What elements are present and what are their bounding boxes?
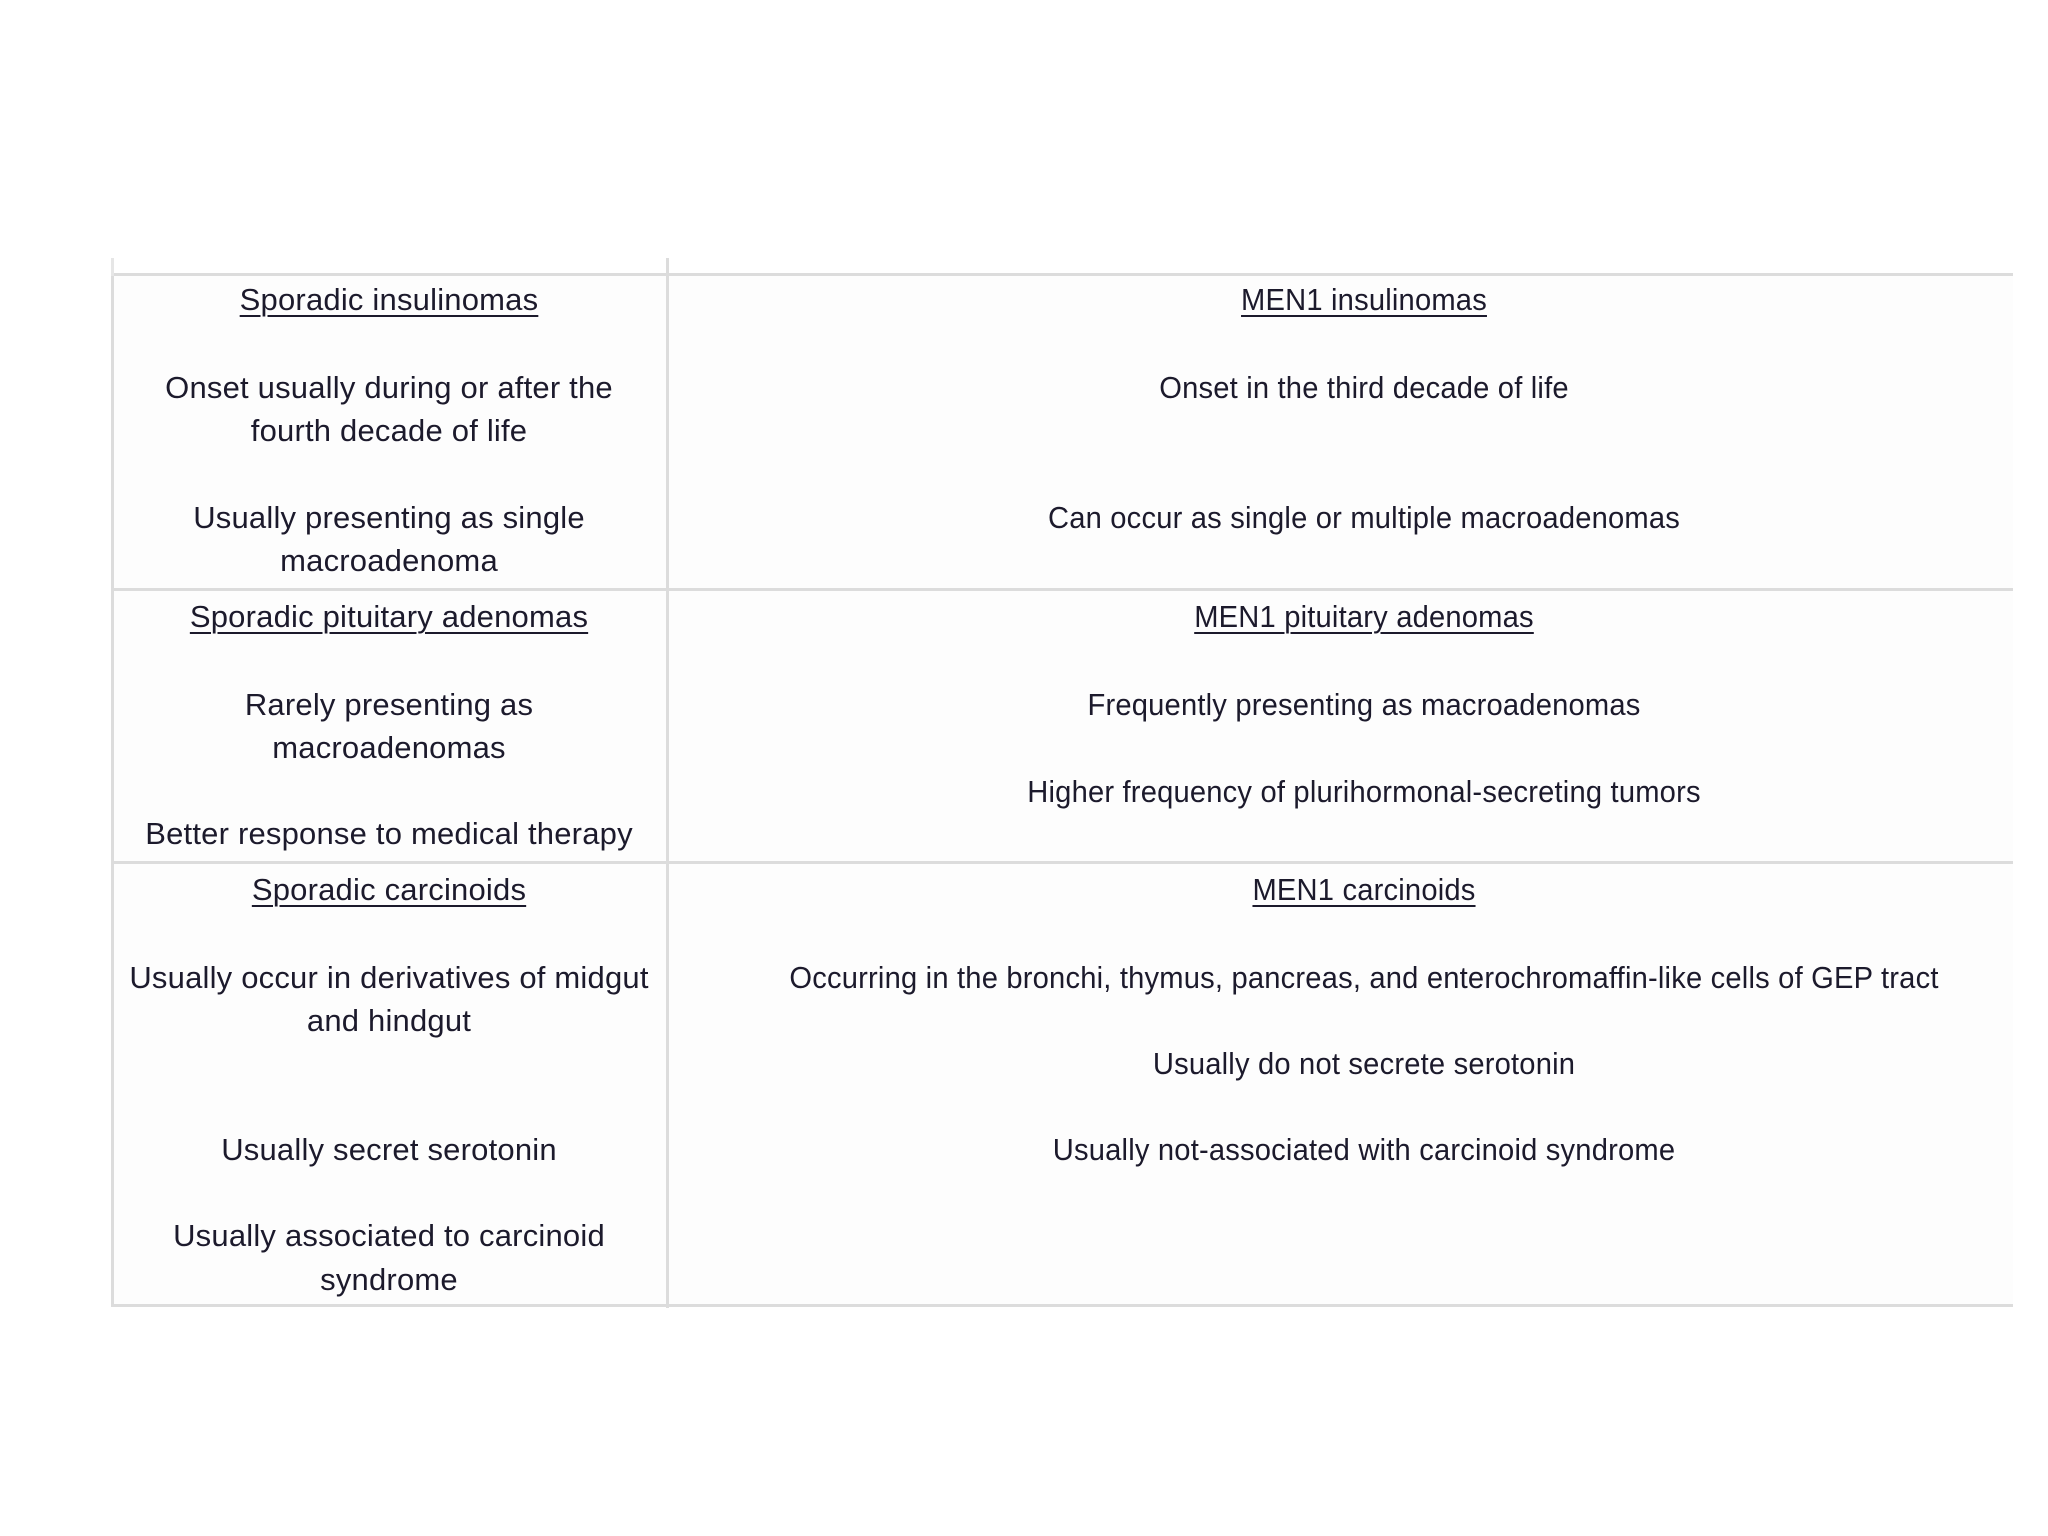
row-divider-2 [111, 861, 2013, 864]
cell-text: Onset usually during or after the [165, 370, 613, 405]
men1-pituitary-heading: MEN1 pituitary adenomas [1194, 599, 1534, 634]
cell-text: Occurring in the bronchi, thymus, pancreas, and enterochromaffin-like cells of GEP tract [789, 960, 1939, 995]
cell-text: macroadenoma [280, 543, 498, 578]
cell-text: syndrome [320, 1262, 458, 1297]
cell-text: Higher frequency of plurihormonal-secreting tumors [1027, 774, 1701, 809]
cell-text: Rarely presenting as [244, 687, 534, 722]
cell-text: macroadenomas [272, 730, 506, 765]
sporadic-insulinomas-heading: Sporadic insulinomas [239, 282, 539, 317]
cell-text: Usually not-associated with carcinoid syndrome [1052, 1132, 1676, 1167]
men1-carcinoids-heading: MEN1 carcinoids [1252, 872, 1476, 907]
sporadic-pituitary-heading: Sporadic pituitary adenomas [189, 599, 589, 634]
cell-text: Usually do not secrete serotonin [1152, 1046, 1576, 1081]
cell-text: Usually secret serotonin [221, 1132, 557, 1167]
cell-text: Onset in the third decade of life [1159, 370, 1569, 405]
men1-insulinomas-heading: MEN1 insulinomas [1241, 282, 1487, 317]
sporadic-carcinoids-heading: Sporadic carcinoids [251, 872, 527, 907]
cell-text: Usually associated to carcinoid [173, 1218, 605, 1253]
column-divider [666, 258, 669, 1308]
cell-text: Usually occur in derivatives of midgut [129, 960, 649, 995]
cell-text: Better response to medical therapy [145, 816, 633, 851]
cell-text: fourth decade of life [250, 413, 528, 448]
row-divider-1 [111, 588, 2013, 591]
table-left-stub [111, 258, 114, 276]
cell-text: Can occur as single or multiple macroadenomas [1047, 500, 1681, 535]
cell-text: Frequently presenting as macroadenomas [1087, 687, 1641, 722]
cell-text: and hindgut [306, 1003, 472, 1038]
cell-text: Usually presenting as single [193, 500, 585, 535]
